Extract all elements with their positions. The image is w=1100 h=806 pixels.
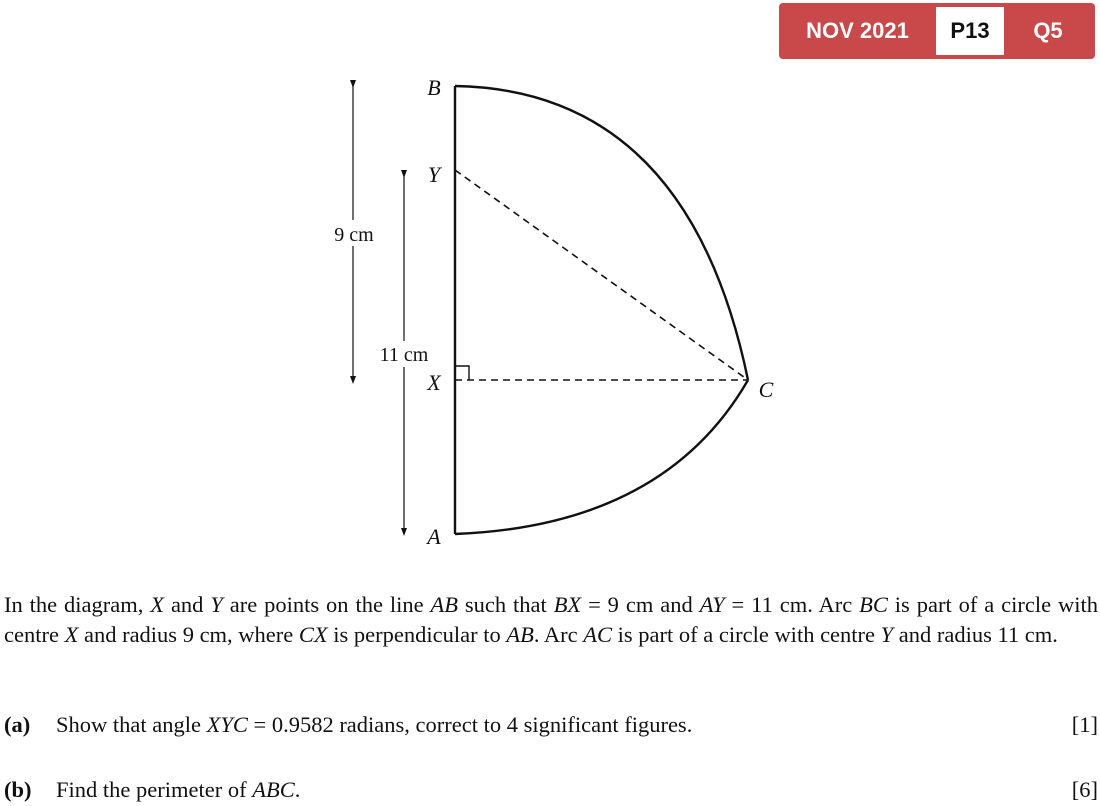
part-b-marks: [6] bbox=[1071, 777, 1098, 802]
part-b-text: Find the perimeter of ABC. bbox=[56, 777, 301, 802]
point-label-x: X bbox=[427, 370, 441, 395]
point-label-a: A bbox=[427, 524, 441, 549]
part-a-marks: [1] bbox=[1071, 712, 1098, 737]
part-a-text: Show that angle XYC = 0.9582 radians, correct to 4 significant figures. bbox=[56, 712, 693, 737]
dimension-label-bx: 9 cm bbox=[334, 224, 374, 246]
question-part-b bbox=[4, 775, 1098, 805]
right-angle-marker bbox=[455, 366, 469, 380]
point-label-b: B bbox=[427, 75, 441, 100]
paper-label: P13 bbox=[936, 7, 1004, 55]
point-label-c: C bbox=[758, 377, 774, 402]
question-number: Q5 bbox=[1033, 18, 1063, 43]
part-b-label: (b) bbox=[4, 777, 32, 802]
question-stem: In the diagram, X and Y are points on the line AB such that BX = 9 cm and AY = 11 cm. Arc BC is part of a circle with centre X and radius 9 cm, where CX is perpendicular to AB. Arc AC is part of a circle with centre Y and radius 11 cm. bbox=[4, 592, 1098, 647]
dimension-label-ay: 11 cm bbox=[379, 344, 429, 366]
question-part-a bbox=[4, 710, 1098, 740]
point-label-y: Y bbox=[427, 162, 441, 187]
session-label: NOV 2021 bbox=[806, 18, 909, 43]
segment-yc bbox=[455, 170, 748, 380]
part-a-label: (a) bbox=[4, 712, 31, 737]
arc-ac bbox=[455, 380, 748, 534]
arc-bc bbox=[455, 86, 748, 380]
